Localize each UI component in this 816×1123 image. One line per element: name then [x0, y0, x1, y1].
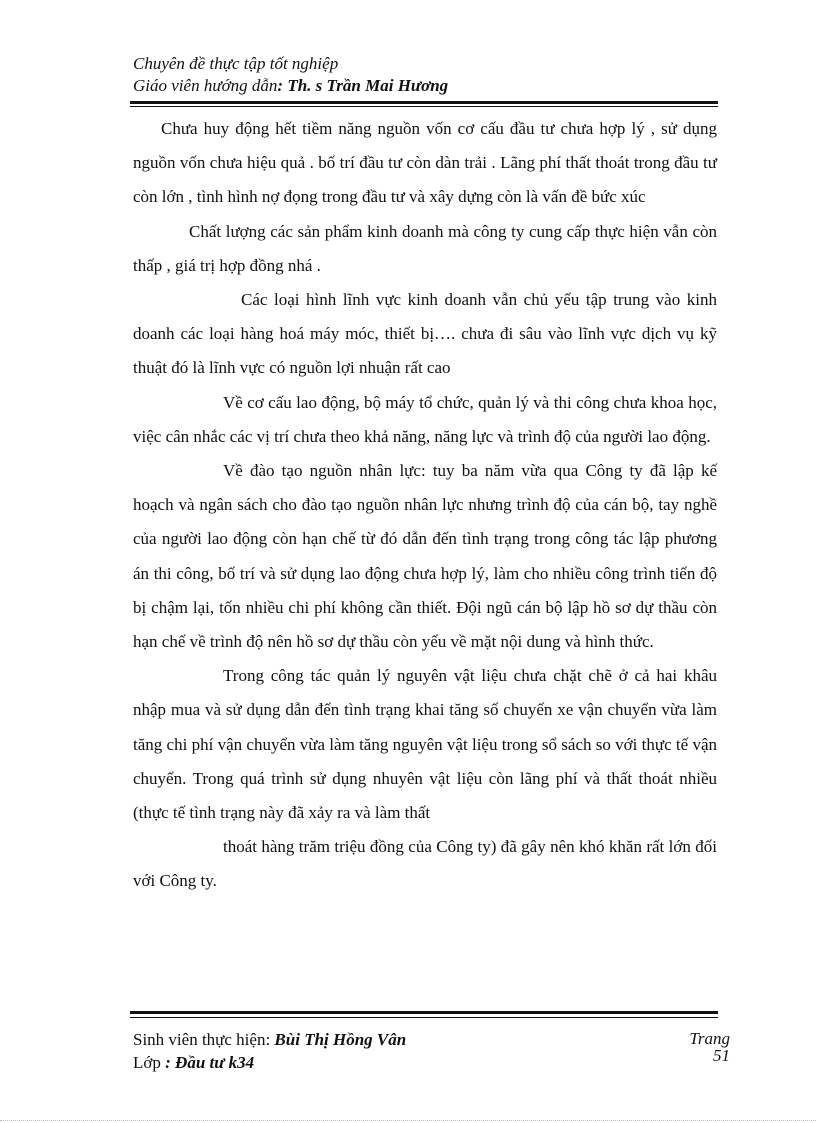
paragraph-4: Về cơ cấu lao động, bộ máy tổ chức, quản lý và thi công chưa khoa học, việc cân nhắc các vị trí chưa theo khả năng, năng lực và trình độ của người lao động. — [133, 392, 717, 446]
student-line — [133, 1028, 406, 1051]
header-rule-thin — [130, 106, 718, 107]
page-number-block — [680, 1030, 730, 1064]
page-label: Trang — [689, 1029, 730, 1048]
paragraph-2: Chất lượng các sản phẩm kinh doanh mà công ty cung cấp thực hiện vẫn còn thấp , giá trị hợp đồng nhá . — [133, 221, 717, 275]
footer-rule-thin — [130, 1017, 718, 1018]
page-bottom-border — [0, 1120, 816, 1121]
page-header — [133, 53, 733, 97]
paragraph-3: Các loại hình lĩnh vực kinh doanh vẫn chủ yếu tập trung vào kinh doanh các loại hàng hoá máy móc, thiết bị…. chưa đi sâu vào lĩnh vực dịch vụ kỹ thuật đó là lĩnh vực có nguồn lợi nhuận rất cao — [133, 290, 717, 378]
class-label: Lớp — [133, 1053, 166, 1072]
paragraph-5: Về đào tạo nguồn nhân lực: tuy ba năm vừa qua Công ty đã lập kế hoạch và ngân sách cho đào tạo nguồn nhân lực nhưng trình độ của cán bộ, tay nghề của người lao động còn hạn chế từ đó dẫn đến tình trạng trong công tác lập phương án thi công, bố trí và sử dụng lao động chưa hợp lý, làm cho nhiều công trình tiến độ bị chậm lại, tốn nhiều chi phí không cần thiết. Đội ngũ cán bộ lập hồ sơ dự thầu còn hạn chế về trình độ nên hồ sơ dự thầu còn yếu về mặt nội dung và hình thức. — [133, 461, 717, 652]
document-body — [133, 112, 717, 899]
report-title: Chuyên đề thực tập tốt nghiệp — [133, 54, 339, 73]
page-number: 51 — [713, 1046, 730, 1065]
student-name: Bùi Thị Hồng Vân — [274, 1030, 407, 1049]
supervisor-label: Giáo viên hướng dẫn — [133, 76, 278, 95]
paragraph-1: Chưa huy động hết tiềm năng nguồn vốn cơ cấu đầu tư chưa hợp lý , sử dụng nguồn vốn chưa hiệu quả . bố trí đầu tư còn dàn trải . Lãng phí thất thoát trong đầu tư còn lớn , tình hình nợ đọng trong đầu tư và xây dựng còn là vấn đề bức xúc — [133, 119, 717, 207]
class-name: : Đầu tư k34 — [165, 1053, 255, 1072]
class-line — [133, 1051, 406, 1074]
paragraph-7: thoát hàng trăm triệu đồng của Công ty) đã gây nên khó khăn rất lớn đối với Công ty. — [133, 837, 717, 891]
footer-rule-thick — [130, 1011, 718, 1014]
paragraph-6: Trong công tác quản lý nguyên vật liệu chưa chặt chẽ ở cả hai khâu nhập mua và sử dụng dẫn đến tình trạng khai tăng số chuyến xe vận chuyển vừa làm tăng chi phí vận chuyển vừa làm tăng nguyên vật liệu trong sổ sách so với thực tế vận chuyển. Trong quá trình sử dụng nhuyên vật liệu còn lãng phí và thất thoát nhiều (thực tế tình trạng này đã xảy ra và làm thất — [133, 666, 717, 823]
page-footer — [133, 1028, 406, 1074]
header-rule-thick — [130, 101, 718, 104]
supervisor-name: : Th. s Trần Mai Hương — [277, 76, 449, 95]
supervisor-line — [133, 75, 733, 97]
student-label: Sinh viên thực hiện: — [133, 1030, 275, 1049]
